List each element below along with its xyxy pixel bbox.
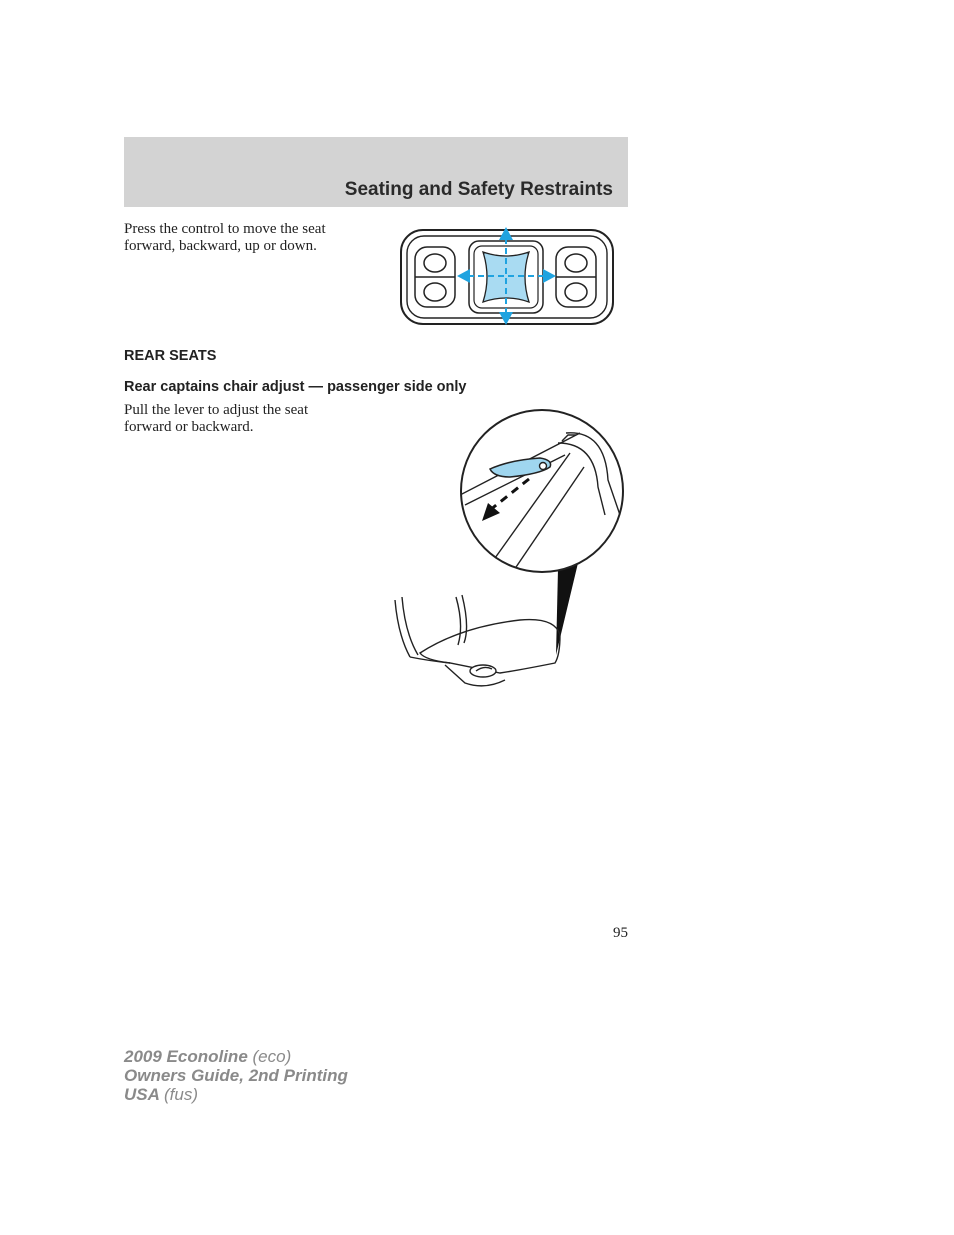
power-seat-control-illustration <box>398 226 616 328</box>
footer-model-code: (eco) <box>252 1047 292 1066</box>
rear-seat-text-line-1: Pull the lever to adjust the seat <box>124 402 309 418</box>
left-upper-button <box>424 254 446 272</box>
section-header-band <box>124 137 628 207</box>
footer-region: USA <box>124 1085 160 1104</box>
page-number: 95 <box>613 925 628 941</box>
captains-chair-seat <box>395 595 560 686</box>
document-footer <box>124 1047 348 1104</box>
rear-seat-instructions <box>124 402 308 436</box>
power-seat-instructions <box>124 221 326 255</box>
rear-seat-text-line-2: forward or backward. <box>124 419 254 435</box>
rear-captains-chair-subheading: Rear captains chair adjust — passenger side only <box>124 379 467 395</box>
footer-region-line <box>124 1085 348 1104</box>
footer-region-code: (fus) <box>164 1085 198 1104</box>
right-lower-button <box>565 283 587 301</box>
right-upper-button <box>565 254 587 272</box>
power-seat-text-line-2: forward, backward, up or down. <box>124 238 317 254</box>
captains-chair-lever-illustration <box>390 405 630 690</box>
left-lower-button <box>424 283 446 301</box>
footer-model-line <box>124 1047 348 1066</box>
section-title: Seating and Safety Restraints <box>344 179 613 200</box>
power-seat-text-line-1: Press the control to move the seat <box>124 221 326 237</box>
rear-seats-heading: REAR SEATS <box>124 348 217 364</box>
footer-guide: Owners Guide, 2nd Printing <box>124 1066 348 1085</box>
footer-model: 2009 Econoline <box>124 1047 248 1066</box>
